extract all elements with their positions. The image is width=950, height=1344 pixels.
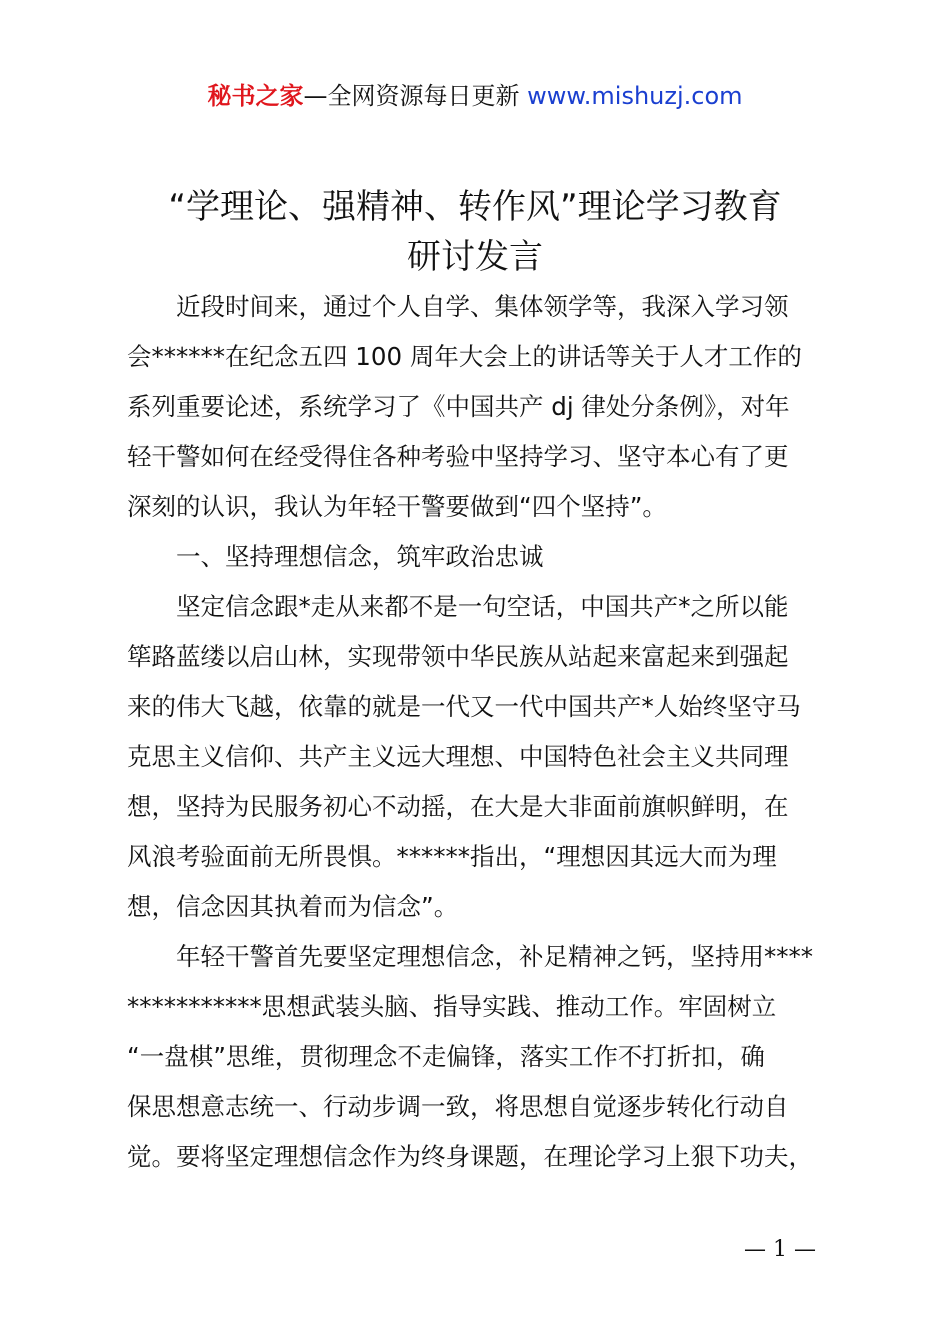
paragraph-belief bbox=[127, 582, 833, 932]
text-line: 觉。要将坚定理想信念作为终身课题，在理论学习上狠下功夫， bbox=[127, 1142, 813, 1171]
text-line: 深刻的认识，我认为年轻干警要做到“四个坚持”。 bbox=[127, 492, 667, 521]
text-line: 克思主义信仰、共产主义远大理想、中国特色社会主义共同理 bbox=[127, 742, 789, 771]
document-title bbox=[100, 182, 850, 282]
title-line-2: 研讨发言 bbox=[407, 237, 543, 277]
page-number: — 1 — bbox=[744, 1237, 816, 1262]
text-line: 风浪考验面前无所畏惧。******指出，“理想因其远大而为理 bbox=[127, 842, 777, 871]
document-body bbox=[127, 282, 833, 1182]
heading-text: 一、坚持理想信念，筑牢政治忠诚 bbox=[176, 542, 544, 571]
paragraph-intro bbox=[127, 282, 833, 532]
text-line: 保思想意志统一、行动步调一致，将思想自觉逐步转化行动自 bbox=[127, 1092, 789, 1121]
text-line: 近段时间来，通过个人自学、集体领学等，我深入学习领 bbox=[176, 292, 789, 321]
text-line: ***********思想武装头脑、指导实践、推动工作。牢固树立 bbox=[127, 992, 777, 1021]
text-line: 想，坚持为民服务初心不动摇，在大是大非面前旗帜鲜明，在 bbox=[127, 792, 789, 821]
text-line: 轻干警如何在经受得住各种考验中坚持学习、坚守本心有了更 bbox=[127, 442, 789, 471]
text-line: 坚定信念跟*走从来都不是一句空话，中国共产*之所以能 bbox=[176, 592, 789, 621]
site-url-link[interactable]: www.mishuzj.com bbox=[527, 82, 743, 110]
text-line: 想，信念因其执着而为信念”。 bbox=[127, 892, 459, 921]
text-line: 会******在纪念五四 100 周年大会上的讲话等关于人才工作的 bbox=[127, 342, 802, 371]
text-line: 系列重要论述，系统学习了《中国共产 dj 律处分条例》，对年 bbox=[127, 392, 790, 421]
text-line: “一盘棋”思维，贯彻理念不走偏锋，落实工作不打折扣，确 bbox=[127, 1042, 765, 1071]
paragraph-young-officers bbox=[127, 932, 833, 1182]
text-line: 来的伟大飞越，依靠的就是一代又一代中国共产*人始终坚守马 bbox=[127, 692, 801, 721]
section-heading bbox=[127, 532, 833, 582]
site-header bbox=[0, 78, 950, 114]
text-line: 筚路蓝缕以启山林，实现带领中华民族从站起来富起来到强起 bbox=[127, 642, 789, 671]
site-slogan: —全网资源每日更新 bbox=[303, 82, 528, 110]
site-brand: 秘书之家 bbox=[207, 82, 304, 110]
title-line-1: “学理论、强精神、转作风”理论学习教育 bbox=[168, 187, 782, 227]
text-line: 年轻干警首先要坚定理想信念，补足精神之钙，坚持用**** bbox=[176, 942, 813, 971]
